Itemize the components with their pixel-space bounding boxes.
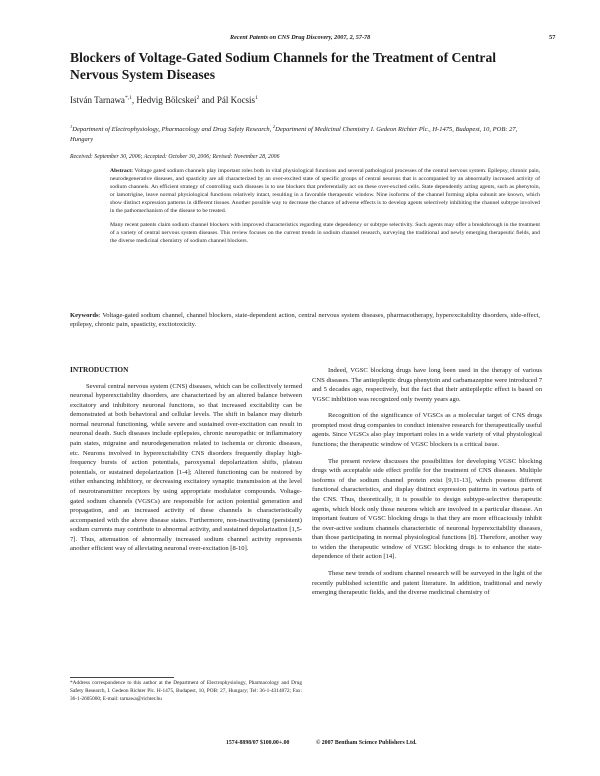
author-affiliation-marker: 2 (196, 95, 200, 101)
page-number: 57 (549, 34, 556, 41)
abstract-paragraph: Many recent patents claim sodium channel blockers with improved characteristics regarding state dependency or subtype selectivity. Such agents may offer a breakthrough in the treatment of a variety of central nervous system diseases. This review focuses on the current trends in sodium channel research, surveying the traditional and newly emerging therapeutic fields, and the diverse medicinal chemistry of sodium channel blockers. (110, 222, 540, 245)
author-name: István Tarnawa (70, 95, 125, 105)
section-heading: INTRODUCTION (70, 365, 129, 374)
author-name: Hedvig Bölcskei (136, 95, 197, 105)
affiliation-marker: 2 (272, 124, 276, 129)
affiliation-text: Department of Medicinal Chemistry I. Gedeon Richter Plc., H-1475, Budapest, 10, POB: 27, Hungary (70, 126, 518, 143)
abstract-label: Abstract: (110, 168, 134, 174)
issn-line: 1574-8898/07 $100.00+.00 (226, 740, 290, 746)
left-column (70, 365, 302, 554)
body-paragraph: These new trends of sodium channel research will be surveyed in the light of the recently published scientific and patent literature. In addition, traditional and newly emerging therapeutic fields, and the diverse medicinal chemistry of (312, 569, 542, 597)
body-paragraph: Recognition of the significance of VGSCs as a molecular target of CNS drugs prompted most drug companies to conduct intensive research for therapeutically useful agents. Since VGSCs also play important roles in a wide variety of vital physiological functions; the therapeutic window of VGSC blockers is a critical issue. (312, 412, 542, 449)
author-list (70, 95, 540, 105)
footnote-rule (70, 677, 174, 678)
abstract-paragraph (110, 167, 540, 215)
author-separator: , (131, 95, 137, 105)
author-affiliation-marker: *,1 (124, 95, 132, 101)
article-dates: Received: September 30, 2006; Accepted: October 30, 2006; Revised: November 28, 2006 (70, 154, 280, 160)
affiliations (70, 122, 540, 144)
abstract (110, 167, 540, 245)
affiliation-text: Department of Electrophysiology, Pharmacology and Drug Safety Research, (72, 126, 273, 134)
body-paragraph: Several central nervous system (CNS) diseases, which can be collectively termed neuronal hyperexcitability disorders, are characterized by an altered balance between excitatory and inhibitory neuronal functions, so that increased excitability can be demonstrated at both behavioral and cellular levels. The shift in balance may disturb normal neuronal functioning, while severe and sustained over-excitation can result in neuronal death. Such diseases include epilepsies, chronic neuropathic or inflammatory pain states, migraine and neurodegeneration related to ischemia or chronic diseases, etc. Neurons involved in hyperexcitability CNS disorders frequently display high-frequency bursts of action potentials, paroxysmal depolarization shifts, plateau potentials, or sustained depolarization [1-4]; Altered functioning can be restored by either enhancing inhibitory, or decreasing excitatory synaptic transmission at the level of neurotransmitter receptors by using appropriate modulator compounds. Voltage-gated sodium channels (VGSCs) are responsible for action potential generation and propagation, and an increased activity of these channels is characteristically accompanied with the above disease states. Furthermore, non-inactivating (persistent) sodium currents may contribute to abnormal activity, and sustained depolarization [1,5-7]. Thus, attenuation of abnormally increased sodium channel activity represents another efficient way of alleviating neuronal over-excitation [8-10]. (70, 382, 302, 553)
keywords (70, 311, 540, 329)
author-separator: and (199, 95, 217, 105)
correspondence-footnote: *Address correspondence to this author at the Department of Electrophysiology, Pharmacology and Drug Safety Research, I. Gedeon Richter Plc. H-1475, Budapest, 10, POB: 27, Hungary; Tel: 36-1-4314072; Fax: 36-1-2605000; E-mail: tarnawa@richter.hu (70, 680, 302, 702)
author-affiliation-marker: 1 (255, 95, 258, 101)
body-paragraph: The present review discusses the possibilities for developing VGSC blocking drugs with acceptable side effect profile for the treatment of CNS diseases. Multiple isoforms of the sodium channel protein exist [9,11-13], which possess different functional characteristics, and display distinct expression patterns in various parts of the CNS. Thus, theoretically, it is possible to design subtype-selective therapeutic agents, which block only those neurons which are involved in a particular disease. An important feature of VGSC blocking drugs is that they are more efficaciously inhibit the over-active sodium channels characteristic of neuronal hyperexcitability diseases, than those participating in normal physiological functions [8]. Therefore, another way to widen the therapeutic window of VGSC blocking drugs is to enhance the state-dependence of their action [14]. (312, 457, 542, 561)
keywords-label: Keywords (70, 312, 99, 319)
running-header: Recent Patents on CNS Drug Discovery, 2007, 2, 57-78 (230, 34, 371, 41)
article-title: Blockers of Voltage-Gated Sodium Channels for the Treatment of Central Nervous System Diseases (70, 50, 497, 82)
affiliation-marker: 1 (70, 124, 73, 129)
copyright-line: © 2007 Bentham Science Publishers Ltd. (316, 740, 417, 746)
right-column (312, 366, 542, 598)
body-paragraph: Indeed, VGSC blocking drugs have long been used in the therapy of various CNS diseases. The antiepileptic drugs phenytoin and carbamazepine were introduced 7 and 5 decades ago, respectively, but the fact that their antiepileptic effect is based on VGSC inhibition was recognized only twenty years ago. (312, 367, 542, 403)
keywords-text: : Voltage-gated sodium channel, channel blockers, state-dependent action, central nervous system diseases, pharmacotherapy, hyperexcitability disorders, side-effect, epilepsy, chronic pain, spasticity, excitotoxicity. (70, 312, 540, 329)
author-name: Pál Kocsis (216, 95, 256, 105)
abstract-text: Voltage gated sodium channels play important roles both in vital physiological functions and several pathological processes of the central nervous system. Epilepsy, chronic pain, neurodegenerative diseases, and spasticity are all characterized by an over-excited state of specific groups of central neurons that is accompanied by an abnormally increased activity of sodium channels. An efficient strategy of controlling such diseases is to use blockers that preferentially act on these over-excited cells. State dependently acting agents, such as phenytoin, or lamotrigine, leave normal physiological functions relatively intact, resulting in a favorable therapeutic window. Nine isoforms of the channel forming alpha subunit are known, which show distinct expression patterns in different tissues. Another possible way to decrease the chance of adverse effects is to develop agents selectively inhibiting the channel subtype involved in the pathomechanism of the disease to be treated. (110, 168, 541, 215)
